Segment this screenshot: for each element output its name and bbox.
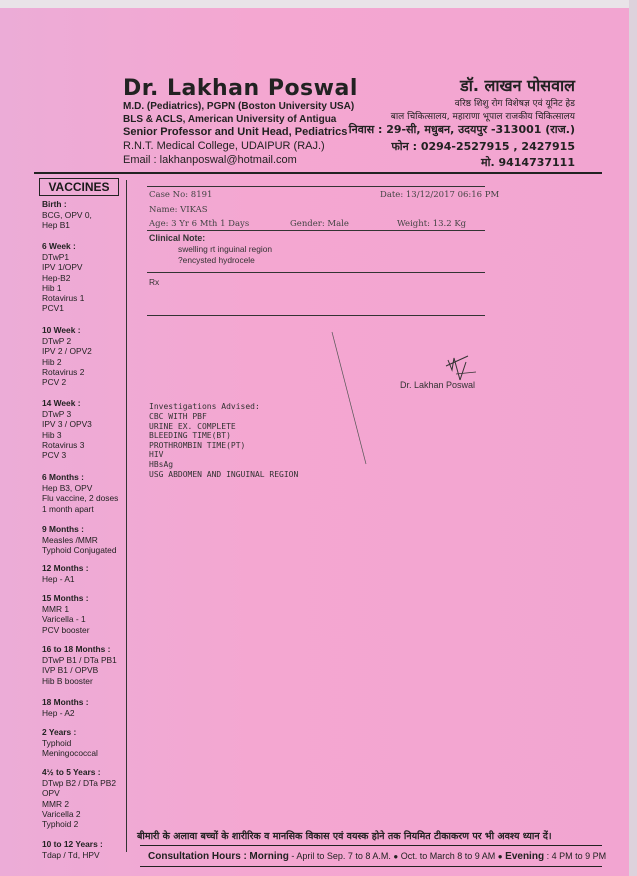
footer-top-rule <box>140 845 602 846</box>
position-title: Senior Professor and Unit Head, Pediatrics <box>123 126 348 138</box>
vaccine-group-title: 6 Months : <box>42 472 84 482</box>
vaccine-item: 1 month apart <box>42 503 94 514</box>
vaccine-item: PCV 2 <box>42 377 67 388</box>
case-bottom-rule <box>147 230 485 231</box>
vaccine-group-title: 14 Week : <box>42 398 81 408</box>
vaccine-item: Hib 3 <box>42 429 62 440</box>
vaccine-item: IPV 1/OPV <box>42 262 83 273</box>
vaccine-item: PCV 3 <box>42 450 67 461</box>
investigation-item: CBC WITH PBF <box>149 412 207 421</box>
vaccine-item: IVP B1 / OPVB <box>42 665 99 676</box>
visit-date: Date: 13/12/2017 06:16 PM <box>380 190 500 200</box>
vaccine-group <box>42 697 127 718</box>
vaccine-item: MMR 2 <box>42 798 69 809</box>
email-text: Email : lakhanposwal@hotmail.com <box>123 154 297 166</box>
rx-label: Rx <box>149 277 160 287</box>
bullet-icon: ● <box>497 852 503 861</box>
vaccine-group-title: Birth : <box>42 199 67 209</box>
vaccine-item: Hib 1 <box>42 282 62 293</box>
notes-rule <box>147 272 485 273</box>
vaccine-item: Varicella - 1 <box>42 614 86 625</box>
vaccine-item: IPV 3 / OPV3 <box>42 419 92 430</box>
scan-edge-top <box>0 0 637 8</box>
vaccine-group-title: 4½ to 5 Years : <box>42 767 101 777</box>
vaccine-group-title: 12 Months : <box>42 563 89 573</box>
vaccine-group <box>42 593 127 635</box>
investigation-item: PROTHROMBIN TIME(PT) <box>149 440 246 450</box>
qualification-line-1: M.D. (Pediatrics), PGPN (Boston University USA) <box>123 101 355 112</box>
vaccine-group <box>42 524 127 556</box>
qualification-line-2: BLS & ACLS, American University of Antigua <box>123 114 337 125</box>
vaccine-item: Hep - A2 <box>42 708 75 719</box>
bullet-icon: ● <box>393 852 399 861</box>
vaccine-item: MMR 1 <box>42 604 69 615</box>
vaccine-group-title: 6 Week : <box>42 241 76 251</box>
case-top-rule <box>147 186 485 187</box>
clinical-note-item: swelling rt inguinal region <box>178 244 273 254</box>
hindi-designation: वरिष्ठ शिशु रोग विशेषज्ञ एवं यूनिट हेड <box>454 99 575 109</box>
investigation-item: BLEEDING TIME(BT) <box>149 431 231 441</box>
investigation-item: URINE EX. COMPLETE <box>149 421 236 431</box>
hours-label: Consultation Hours : <box>148 851 247 862</box>
vaccine-item: Typhoid <box>42 738 72 749</box>
vaccine-item: Hib 2 <box>42 356 62 367</box>
hindi-phone: फोन : 0294-2527915 , 2427915 <box>391 140 575 153</box>
vaccine-item: PCV1 <box>42 303 64 314</box>
vaccine-item: Hep-B2 <box>42 272 71 283</box>
vaccine-item: OPV <box>42 788 60 799</box>
vaccine-item: Rotavirus 1 <box>42 293 85 304</box>
patient-name: Name: VIKAS <box>149 205 208 215</box>
vaccine-item: Rotavirus 3 <box>42 439 85 450</box>
investigation-item: HIV <box>149 450 164 460</box>
vaccine-item: DTwP1 <box>42 252 69 263</box>
signature-name: Dr. Lakhan Poswal <box>400 380 476 390</box>
vaccine-item: Hep B1 <box>42 220 70 231</box>
vaccine-item: Varicella 2 <box>42 808 81 819</box>
vaccine-group-title: 18 Months : <box>42 697 89 707</box>
header-divider <box>34 172 602 174</box>
vaccine-group-title: 10 Week : <box>42 325 81 335</box>
rx-rule <box>147 315 485 316</box>
vaccine-group <box>42 472 127 514</box>
vaccine-item: DTwp B2 / DTa PB2 <box>42 778 117 789</box>
vaccine-group-title: 2 Years : <box>42 727 77 737</box>
vaccine-item: Meningococcal <box>42 748 98 759</box>
clinical-note-item: ?encysted hydrocele <box>178 255 255 265</box>
case-number: Case No: 8191 <box>149 190 213 200</box>
morning-hours-2: Oct. to March 8 to 9 AM <box>398 851 498 861</box>
vaccine-group <box>42 767 127 829</box>
vaccine-group-title: 10 to 12 Years : <box>42 839 103 849</box>
vaccine-group <box>42 241 127 313</box>
hindi-doctor-name: डॉ. लाखन पोसवाल <box>460 76 575 95</box>
vaccine-group-title: 9 Months : <box>42 524 84 534</box>
vaccine-item: Hib B booster <box>42 675 93 686</box>
vaccine-group-title: 15 Months : <box>42 593 89 603</box>
vaccine-group <box>42 325 127 387</box>
patient-gender: Gender: Male <box>290 219 349 229</box>
consultation-hours <box>148 851 606 862</box>
vaccine-group <box>42 199 127 231</box>
investigation-item: HBsAg <box>149 460 174 469</box>
vaccine-item: PCV booster <box>42 624 90 635</box>
evening-label: Evening <box>505 851 545 862</box>
vaccine-item: Typhoid Conjugated <box>42 545 117 556</box>
vaccines-title: VACCINES <box>39 178 119 196</box>
vaccine-item: DTwP B1 / DTa PB1 <box>42 655 117 666</box>
vaccine-group <box>42 644 127 686</box>
morning-hours-1: - April to Sep. 7 to 8 A.M. <box>288 851 394 861</box>
footer-bottom-rule <box>140 866 602 867</box>
vaccine-group <box>42 398 127 460</box>
vaccine-item: Measles /MMR <box>42 535 98 546</box>
patient-age: Age: 3 Yr 6 Mth 1 Days <box>149 219 250 229</box>
clinical-note-label: Clinical Note: <box>149 233 206 243</box>
hindi-address: निवास : 29-सी, मधुबन, उदयपुर -313001 (राज.) <box>348 123 575 136</box>
vaccine-item: Hep - A1 <box>42 574 75 585</box>
evening-hours: : 4 PM to 9 PM <box>544 851 607 861</box>
vaccine-item: Tdap / Td, HPV <box>42 850 100 861</box>
vaccine-item: BCG, OPV 0, <box>42 210 92 221</box>
vaccine-group <box>42 727 127 759</box>
college-name: R.N.T. Medical College, UDAIPUR (RAJ.) <box>123 140 325 152</box>
vaccine-item: Flu vaccine, 2 doses <box>42 493 119 504</box>
vaccine-item: Hep B3, OPV <box>42 483 93 494</box>
vaccine-item: DTwP 2 <box>42 336 72 347</box>
morning-label: Morning <box>249 851 289 862</box>
doctor-name: Dr. Lakhan Poswal <box>123 76 358 101</box>
investigations-label: Investigations Advised: <box>149 402 260 411</box>
vaccine-group-title: 16 to 18 Months : <box>42 644 111 654</box>
vaccine-group <box>42 839 127 860</box>
vaccine-group <box>42 563 127 584</box>
vaccine-item: DTwP 3 <box>42 409 72 420</box>
pen-stroke-icon <box>330 330 370 470</box>
footer-hindi-note: बीमारी के अलावा बच्चों के शारीरिक व मानसिक विकास एवं वयस्क होने तक नियमित टीकाकरण पर भी अवश्य ध्यान दें। <box>137 831 552 842</box>
hindi-mobile: मो. 9414737111 <box>481 156 575 169</box>
patient-weight: Weight: 13.2 Kg <box>397 219 467 229</box>
scan-edge-right <box>629 0 637 876</box>
vaccine-item: IPV 2 / OPV2 <box>42 346 92 357</box>
investigation-item: USG ABDOMEN AND INGUINAL REGION <box>149 469 299 479</box>
hindi-hospital: बाल चिकित्सालय, महाराणा भूपाल राजकीय चिकित्सालय <box>390 112 575 122</box>
vaccine-item: Typhoid 2 <box>42 819 79 830</box>
vaccine-item: Rotavirus 2 <box>42 366 85 377</box>
